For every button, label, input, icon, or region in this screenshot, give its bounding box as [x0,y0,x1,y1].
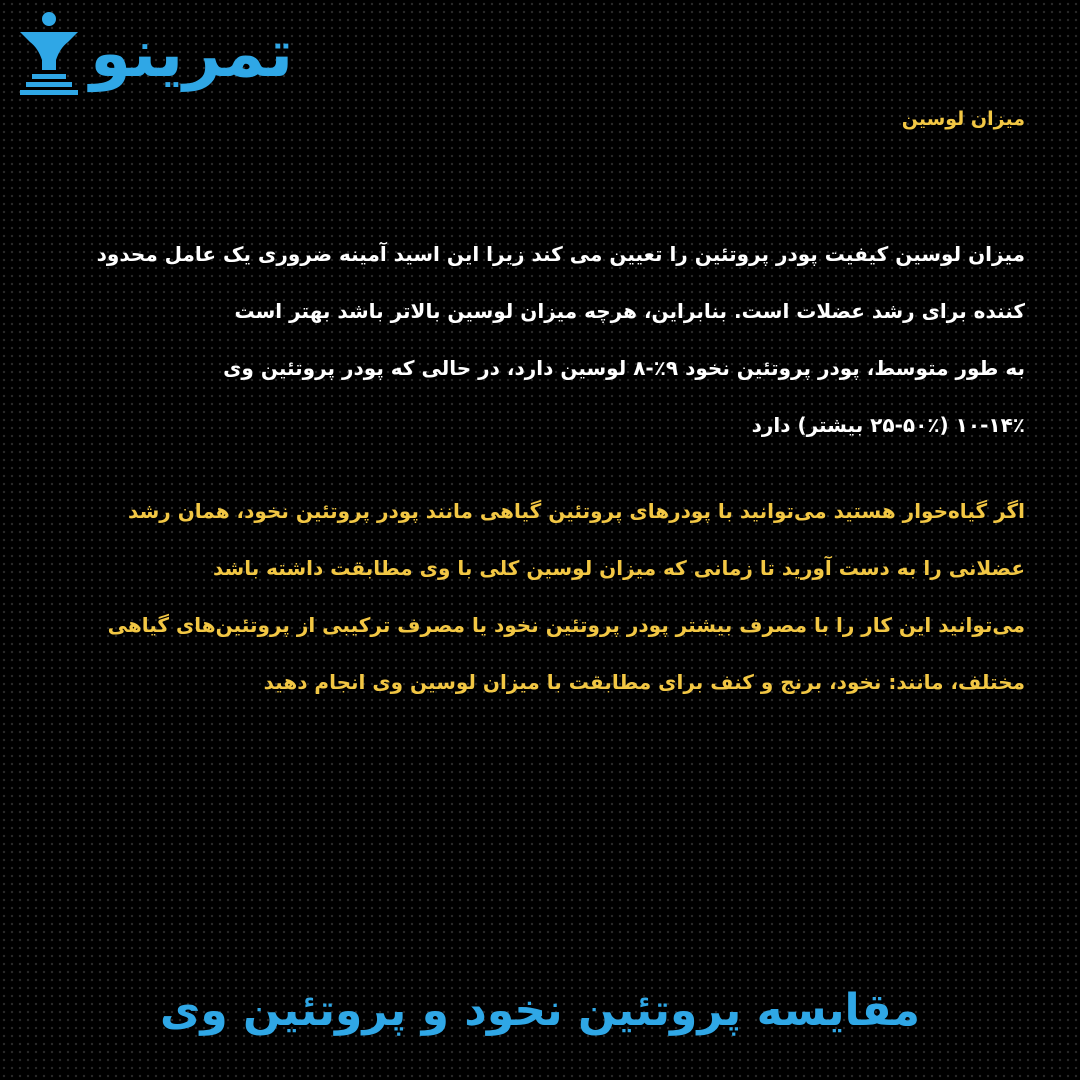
paragraph-line: میزان لوسین کیفیت پودر پروتئین را تعیین می کند زیرا این اسید آمینه ضروری یک عامل محدود [96,242,1025,266]
brand-logo [14,8,444,100]
paragraph-line: می‌توانید این کار را با مصرف بیشتر پودر پروتئین نخود یا مصرف ترکیبی از پروتئین‌های گیاهی [107,613,1025,637]
paragraph-line: ۱۴٪-۱۰ (۵۰٪-۲۵ بیشتر) دارد [751,413,1025,437]
paragraph-line: کننده برای رشد عضلات است. بنابراین، هرچه میزان لوسین بالاتر باشد بهتر است [234,299,1025,323]
article-heading: میزان لوسین [901,108,1025,130]
paragraph-line: اگر گیاه‌خوار هستید می‌توانید با پودرهای پروتئین گیاهی مانند پودر پروتئین نخود، همان رشد [128,499,1025,523]
article-paragraph-vegetarian [50,483,1025,711]
article-paragraph-leucine [50,226,1025,454]
paragraph-line: به طور متوسط، پودر پروتئین نخود ۹٪-۸ لوسین دارد، در حالی که پودر پروتئین وی [223,356,1025,380]
footer-title: مقایسه پروتئین نخود و پروتئین وی [160,985,920,1036]
paragraph-line: مختلف، مانند: نخود، برنج و کنف برای مطابقت با میزان لوسین وی انجام دهید [263,670,1025,694]
trophy-cup-icon [14,8,84,100]
paragraph-line: عضلانی را به دست آورید تا زمانی که میزان لوسین کلی با وی مطابقت داشته باشد [212,556,1025,580]
brand-logo-text: تمرینو [90,15,294,92]
